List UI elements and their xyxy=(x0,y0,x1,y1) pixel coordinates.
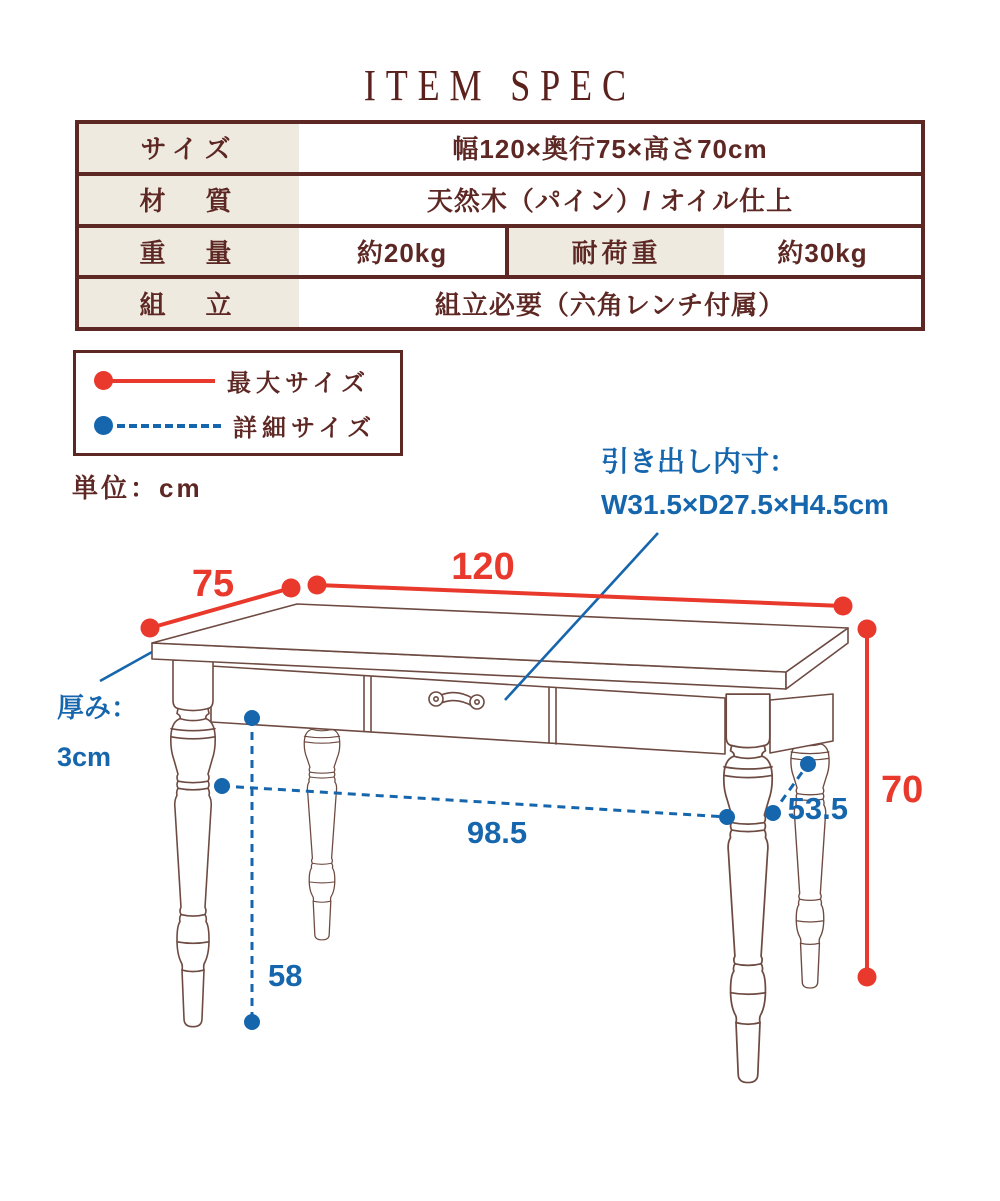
under-clearance-dimension xyxy=(244,710,302,1030)
spec-row-weight xyxy=(79,224,921,276)
spec-row-size xyxy=(79,124,921,172)
spec-table xyxy=(75,120,925,331)
front-left-leg xyxy=(171,660,215,1027)
thickness-leader-line xyxy=(100,652,152,681)
detail-size-dot-icon xyxy=(94,416,113,435)
under-clearance-dimension-label: 58 xyxy=(268,958,303,993)
depth-dimension-label: 75 xyxy=(191,563,235,605)
drawer-note-line2: W31.5×D27.5×H4.5cm xyxy=(601,489,889,520)
page-title-wrap xyxy=(0,60,1000,111)
thickness-note-line1: 厚み： xyxy=(57,693,138,723)
max-size-label: 最大サイズ xyxy=(227,370,371,397)
leg-inset-depth-dimension xyxy=(765,756,848,826)
material-value-cell: 天然木（パイン）/ オイル仕上 xyxy=(299,176,921,224)
side-apron xyxy=(770,694,833,753)
drawer-note-line1: 引き出し内寸： xyxy=(601,446,798,477)
spec-row-assembly xyxy=(79,275,921,327)
load-capacity-value-cell: 約30kg xyxy=(724,228,921,276)
legend-row-max-size xyxy=(94,363,400,398)
height-dimension-label: 70 xyxy=(881,769,924,811)
detail-size-label: 詳細サイズ xyxy=(233,415,377,442)
max-size-line-icon xyxy=(111,379,215,383)
thickness-note-line2: 3cm xyxy=(57,742,112,772)
assembly-label-cell: 組 立 xyxy=(79,279,299,327)
material-label-cell: 材 質 xyxy=(79,176,299,224)
inner-width-dimension xyxy=(214,778,735,850)
desk-illustration xyxy=(0,530,1000,1170)
weight-label-cell: 重 量 xyxy=(79,228,299,276)
weight-value-cell: 約20kg xyxy=(299,228,505,276)
front-right-leg xyxy=(724,694,772,1082)
width-dimension xyxy=(308,546,853,616)
drawer-inner-dimension-note xyxy=(601,440,889,526)
size-label-cell: サイズ xyxy=(79,124,299,172)
page-title: ITEM SPEC xyxy=(363,61,636,110)
assembly-value-cell: 組立必要（六角レンチ付属） xyxy=(299,279,921,327)
width-dimension-label: 120 xyxy=(451,546,515,588)
unit-note: 単位：cm xyxy=(72,473,203,503)
height-dimension xyxy=(858,620,924,987)
size-value-cell: 幅120×奥行75×高さ70cm xyxy=(299,124,921,172)
leg-inset-depth-dimension-label: 53.5 xyxy=(787,791,848,826)
legend-box xyxy=(73,350,403,456)
detail-size-line-icon xyxy=(117,424,221,428)
load-capacity-label-cell: 耐荷重 xyxy=(505,228,724,276)
inner-width-dimension-label: 98.5 xyxy=(466,815,528,850)
spec-row-material xyxy=(79,172,921,224)
legend-row-detail-size xyxy=(94,408,400,443)
